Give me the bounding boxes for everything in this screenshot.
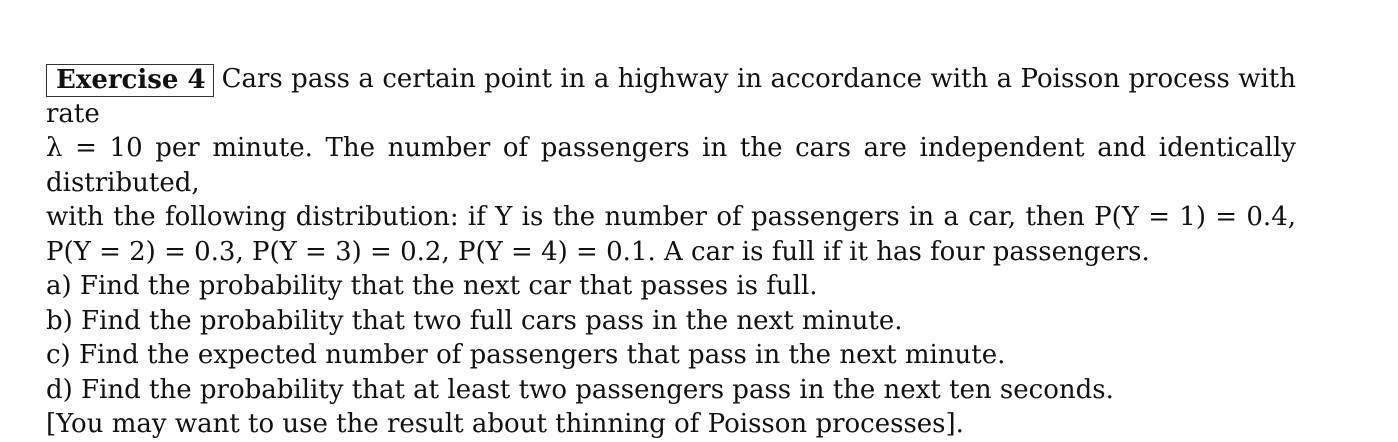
hint-text: [You may want to use the result about thinning of Poisson processes]. — [46, 409, 964, 439]
exercise-label: Exercise 4 — [46, 64, 214, 97]
exercise-line-4: P(Y = 2) = 0.3, P(Y = 3) = 0.2, P(Y = 4) = 0.1. A car is full if it has four passengers. — [46, 236, 1150, 267]
exercise-line-2: λ = 10 per minute. The number of passengers in the cars are independent and identically distributed, — [46, 133, 1296, 198]
question-d: d) Find the probability that at least two passengers pass in the next ten seconds. — [46, 374, 1114, 405]
question-b: b) Find the probability that two full cars pass in the next minute. — [46, 305, 903, 336]
question-c: c) Find the expected number of passengers that pass in the next minute. — [46, 340, 1006, 370]
exercise-text-line-1: Cars pass a certain point in a highway in accordance with a Poisson process with rate — [46, 64, 1296, 129]
exercise-block — [46, 62, 1296, 442]
question-a: a) Find the probability that the next car that passes is full. — [46, 271, 818, 301]
exercise-line-3: with the following distribution: if Y is the number of passengers in a car, then P(Y = 1) = 0.4, — [46, 202, 1296, 232]
exercise-line-1 — [46, 62, 1296, 131]
